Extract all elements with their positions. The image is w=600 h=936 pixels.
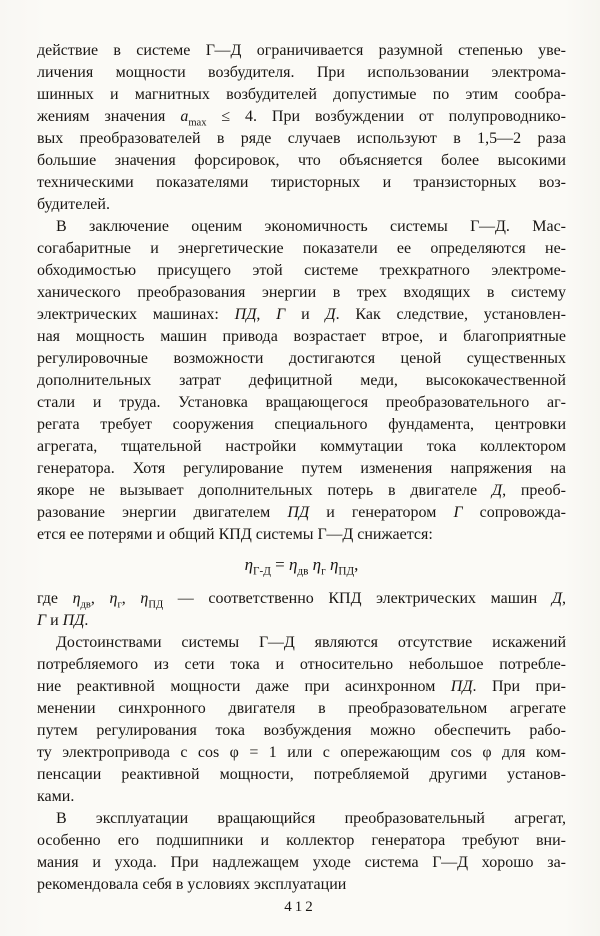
text-segment: ту электропривода с cos φ = 1 или с опережающим cos φ для ком- [37,744,566,761]
text-segment: сопровожда- [462,504,566,521]
subscript-text: дв [297,565,309,578]
text-segment: — соответственно КПД электрических машин [163,590,552,607]
italic-text: Г [37,612,47,629]
text-segment: регата требует сооружения специального фундамента, центровки [37,416,566,433]
text-segment: где [37,590,73,607]
text-line [37,676,566,698]
italic-text: Д [491,482,503,499]
italic-text: a [180,108,189,125]
text-segment: ками. [37,788,75,805]
italic-text: ПД [234,306,257,323]
text-segment: агрегата, тщательной настройки коммутации тока коллектором [37,438,566,455]
text-segment: В эксплуатации вращающийся преобразовательный агрегат, [56,810,566,827]
subscript-text: Г-Д [253,565,271,578]
text-segment: дополнительных затрат дефицитной меди, высококачественной [37,372,566,389]
subscript-text: г [321,565,326,578]
text-line [37,326,566,348]
text-segment: вых преобразователей в ряде случаев используют в 1,5—2 раза [37,130,566,147]
text-segment: , [256,306,277,323]
text-line [37,84,566,106]
text-line [37,502,566,524]
text-segment: генератора. Хотя регулирование путем изменения напряжения на [37,460,566,477]
text-line [37,370,566,392]
page-number: 412 [284,899,316,915]
text-line [37,720,566,742]
text-segment: , [354,555,359,574]
text-segment: большие значения форсировок, что объясняется более высокими [37,152,566,169]
text-segment: регулировочные возможности достигаются ценой существенных [37,350,566,367]
text-segment: ханического преобразования энергии в трех входящих в систему [37,284,566,301]
paragraph [37,808,566,896]
text-segment: действие в системе Г—Д ограничивается разумной степенью уве- [37,42,566,59]
text-line [37,128,566,150]
text-segment: техническими показателями тиристорных и транзисторных воз- [37,174,566,191]
italic-text: η [288,555,298,574]
italic-text: η [72,590,81,607]
text-line [37,610,566,632]
text-segment: ≤ 4. При возбуждении от полупроводнико- [206,108,566,125]
text-segment: ется ее потерями и общий КПД системы Г—Д снижается: [37,526,433,543]
text-segment: и генератором [309,504,454,521]
text-segment: согабаритные и энергетические показатели ее определяются не- [37,240,566,257]
text-line [37,40,566,62]
text-segment: потребляемого из сети тока и относительно небольшое потребле- [37,656,566,673]
paragraph [37,40,566,216]
text-segment: = [270,555,289,574]
subscript-text: дв [80,599,91,610]
text-segment: ние реактивной мощности даже при асинхронном [37,678,451,695]
text-segment: , [562,590,566,607]
text-line [37,830,566,852]
text-segment: , преоб- [502,482,566,499]
subscript-text: г [117,599,122,610]
text-segment: В заключение оценим экономичность системы Г—Д. Мас- [56,218,566,235]
text-line [37,260,566,282]
text-segment: будителей. [37,196,110,213]
text-line [37,852,566,874]
italic-text: Г [453,504,463,521]
text-segment: . Как следствие, установлен- [335,306,566,323]
italic-text: Д [551,590,563,607]
text-segment: жениям значения [37,108,181,125]
text-line [37,654,566,676]
text-segment: стали и труда. Установка вращающегося преобразовательного аг- [37,394,566,411]
text-line [37,106,566,128]
text-segment: личения мощности возбудителя. При использовании электрома- [37,64,566,81]
text-segment: мания и ухода. При надлежащем уходе система Г—Д хорошо за- [37,854,566,871]
text-line [37,150,566,172]
text-segment: шинных и магнитных возбудителей допустимые по этим сообра- [37,86,566,103]
text-line [37,874,566,896]
text-segment: ная мощность машин привода возрастает втрое, и благоприятные [37,328,566,345]
text-line [37,742,566,764]
text-segment: пенсации реактивной мощности, потребляемой другими установ- [37,766,566,783]
text-segment: путем регулирования тока возбуждения можно обеспечить рабо- [37,722,566,739]
subscript-text: ПД [148,599,164,610]
italic-text: Г [276,306,286,323]
text-line [37,62,566,84]
text-segment: . [84,612,89,629]
subscript-text: max [188,117,207,128]
text-line [37,698,566,720]
text-segment: . При при- [472,678,566,695]
paragraph [37,588,566,632]
italic-text: ПД [450,678,473,695]
subscript-text: ПД [338,565,355,578]
italic-text: η [140,590,149,607]
efficiency-formula [37,554,566,576]
text-line [37,480,566,502]
text-segment: особенно его подшипники и коллектор генератора требуют вни- [37,832,566,849]
text-line [37,282,566,304]
text-segment: и [285,306,326,323]
italic-text: Д [325,306,336,323]
italic-text: η [109,590,118,607]
text-line [37,348,566,370]
text-line [37,808,566,830]
paragraph [37,216,566,546]
text-segment: рекомендовала себя в условиях эксплуатации [37,876,347,893]
italic-text: ПД [287,504,310,521]
text-segment: и [46,612,63,629]
text-segment: электрических машинах: [37,306,235,323]
paragraph [37,632,566,808]
text-segment: Достоинствами системы Г—Д являются отсутствие искажений [56,634,566,651]
italic-text: η [312,555,322,574]
text-line [37,524,566,546]
text-segment: менении синхронного двигателя в преобразовательном агрегате [37,700,566,717]
text-line [37,172,566,194]
text-line [37,786,566,808]
text-line [37,764,566,786]
text-line [37,632,566,654]
text-segment: якоре не вызывает дополнительных потерь в двигателе [37,482,492,499]
text-line [37,216,566,238]
text-line [37,414,566,436]
text-segment: , [90,590,110,607]
text-line [37,392,566,414]
text-line [37,458,566,480]
italic-text: η [329,555,339,574]
text-column [37,40,566,896]
text-line [37,194,566,216]
italic-text: η [244,555,253,574]
text-segment: разование энергии двигателем [37,504,288,521]
text-line [37,588,566,610]
text-segment: , [121,590,141,607]
italic-text: ПД [62,612,85,629]
text-segment: обходимостью присущего этой системе трехкратного электроме- [37,262,566,279]
text-line [37,304,566,326]
text-line [37,436,566,458]
text-line [37,238,566,260]
